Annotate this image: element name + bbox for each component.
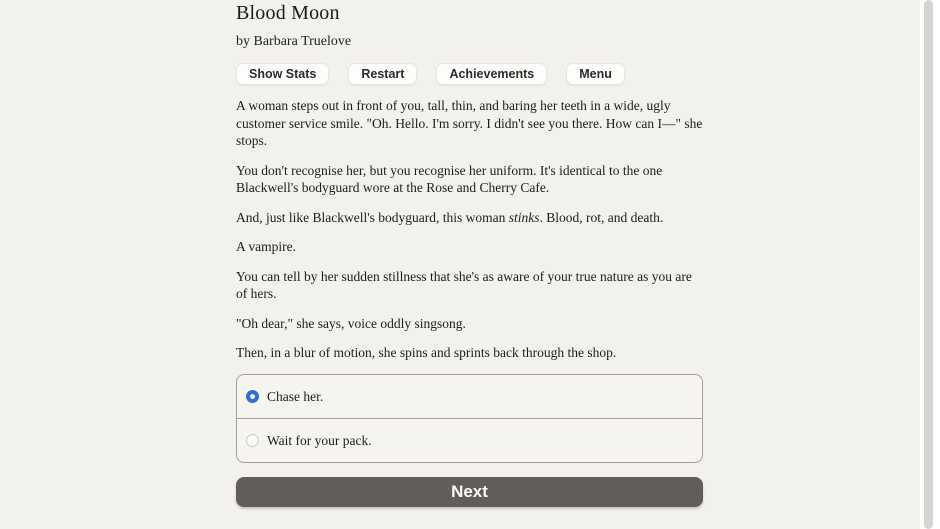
show-stats-button[interactable]: Show Stats [236,63,329,85]
story-text [236,97,703,362]
choice-label: Wait for your pack. [267,432,372,448]
restart-button[interactable]: Restart [348,63,417,85]
game-title: Blood Moon [236,2,340,24]
story-paragraph [236,344,703,362]
choice-option-wait-for-pack[interactable] [237,418,702,462]
story-paragraph-emphasis: stinks [508,209,540,225]
choice-label: Chase her. [267,388,324,404]
story-paragraph [236,268,703,303]
story-paragraph-text: . Blood, rot, and death. [539,209,664,225]
story-paragraph-text: A vampire. [236,239,296,254]
toolbar [236,63,703,85]
achievements-button[interactable]: Achievements [436,63,547,85]
story-paragraph-text: And, just like Blackwell's bodyguard, this woman [236,209,509,225]
story-paragraph-text: A woman steps out in front of you, tall, thin, and baring her teeth in a wide, ugly customer service smile. "Oh. Hello. I'm sorry. I didn't see you there. How can I—" she stops. [236,98,703,148]
story-paragraph [236,209,703,227]
story-paragraph-text: You don't recognise her, but you recognise her uniform. It's identical to the one Blackwell's bodyguard wore at the Rose and Cherry Cafe. [236,162,663,195]
next-button[interactable]: Next [236,477,703,507]
content-column [236,0,703,507]
choice-group [236,374,703,463]
game-author: by Barbara Truelove [236,34,352,49]
radio-icon[interactable] [246,434,259,447]
scrollbar-thumb[interactable] [924,0,933,529]
story-paragraph-text: Then, in a blur of motion, she spins and sprints back through the shop. [236,345,617,360]
story-paragraph-text: You can tell by her sudden stillness that she's as aware of your true nature as you are of hers. [236,268,692,301]
story-paragraph [236,162,703,197]
story-paragraph [236,238,703,256]
radio-icon[interactable] [246,390,259,403]
menu-button[interactable]: Menu [566,63,625,85]
story-paragraph [236,315,703,333]
scrollbar[interactable] [920,0,940,529]
choice-option-chase-her[interactable] [237,375,702,418]
story-paragraph [236,97,703,150]
story-paragraph-text: "Oh dear," she says, voice oddly singsong. [236,315,466,331]
